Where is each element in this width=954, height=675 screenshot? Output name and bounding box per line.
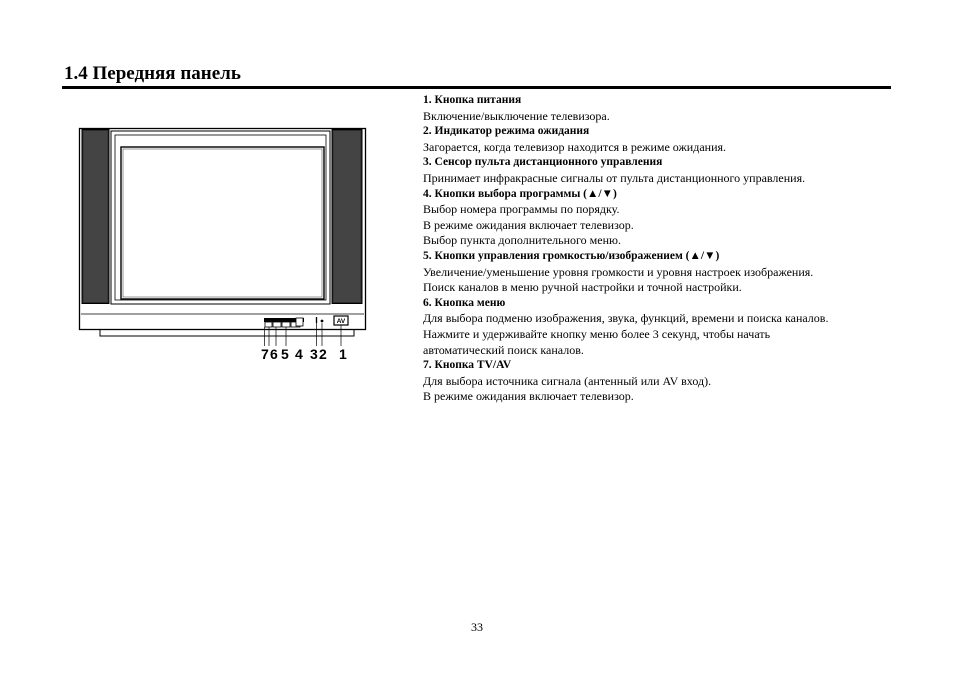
callout-3: 3 [310,346,318,362]
tv-front-panel-diagram [78,124,368,362]
item-title: 6. Кнопка меню [423,296,506,309]
item-standby-indicator [423,124,893,155]
item-line: Для выбора источника сигнала (антенный или AV вход). [423,373,712,388]
item-line: Нажмите и удерживайте кнопку меню более 3 секунд, чтобы начать [423,326,771,341]
tv-screen [121,147,324,299]
item-line: автоматический поиск каналов. [423,342,584,357]
item-program-buttons [423,187,893,249]
item-volume-buttons [423,249,893,296]
item-menu-button [423,296,893,358]
item-line: Выбор пункта дополнительного меню. [423,233,621,248]
item-line: Загорается, когда телевизор находится в режиме ожидания. [423,139,727,154]
callout-2: 2 [319,346,327,362]
callout-5: 5 [281,346,289,362]
callout-6: 6 [270,346,278,362]
item-title: 3. Сенсор пульта дистанционного управления [423,156,663,169]
item-line: Принимает инфракрасные сигналы от пульта дистанционного управления. [423,170,806,185]
av-badge: AV [336,318,346,326]
title-divider [62,86,891,89]
item-line: В режиме ожидания включает телевизор. [423,389,634,404]
controls-description [423,93,893,405]
section-title: 1.4 Передняя панель [64,63,241,84]
callout-7: 7 [261,346,269,362]
item-line: Поиск каналов в меню ручной настройки и точной настройки. [423,280,742,295]
item-title: 4. Кнопки выбора программы (▲/▼) [423,187,617,200]
control-buttons [264,318,304,327]
item-title: 2. Индикатор режима ожидания [423,125,590,138]
page-number: 33 [471,620,483,634]
tv-base [100,330,354,337]
callout-1: 1 [339,346,347,362]
program-buttons [282,322,290,327]
item-line: Для выбора подменю изображения, звука, функций, времени и поиска каналов. [423,311,829,326]
item-title: 1. Кнопка питания [423,94,522,106]
item-title: 7. Кнопка TV/AV [423,359,512,372]
item-tv-av-button [423,358,893,405]
item-line: В режиме ожидания включает телевизор. [423,217,634,232]
item-title: 5. Кнопки управления громкостью/изображением (▲/▼) [423,249,720,262]
item-line: Увеличение/уменьшение уровня громкости и уровня настроек изображения. [423,264,814,279]
callout-4: 4 [295,346,303,362]
remote-sensor [321,320,324,323]
item-power-button [423,93,893,124]
item-line: Выбор номера программы по порядку. [423,202,620,217]
item-remote-sensor [423,155,893,186]
item-line: Включение/выключение телевизора. [423,108,610,123]
